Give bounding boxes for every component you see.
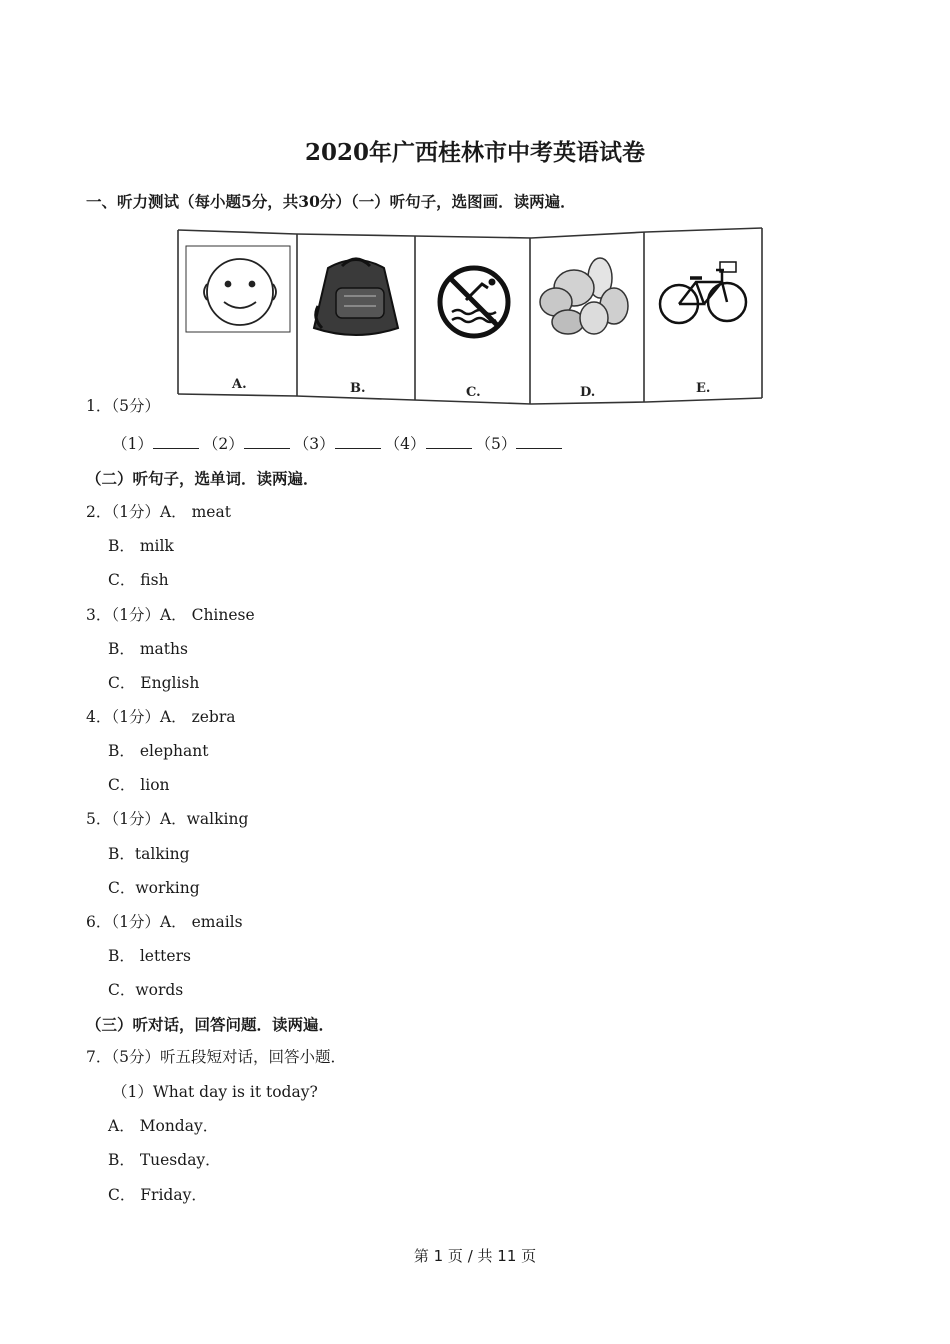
- question-6-option-a: 6．（1分）A． emails: [86, 913, 243, 931]
- picture-options-strip: [176, 226, 766, 406]
- question-6-option-b: B． letters: [108, 947, 191, 965]
- bicycle-icon: [660, 262, 746, 323]
- backpack-icon: [314, 259, 398, 335]
- question-3-option-c: C． English: [108, 674, 200, 692]
- blank-label-1: （1）: [112, 435, 153, 453]
- answer-blank-2[interactable]: [244, 434, 290, 449]
- no-swimming-icon: [440, 268, 508, 336]
- blank-label-3: （3）: [293, 435, 335, 453]
- question-7-option-c: C． Friday．: [108, 1186, 207, 1204]
- picture-label-d: D.: [580, 385, 596, 400]
- question-5-option-c: C．working: [108, 879, 200, 897]
- page-title: 2020年广西桂林市中考英语试卷: [304, 139, 645, 166]
- picture-label-b: B.: [350, 381, 366, 396]
- picture-label-a: A.: [232, 377, 247, 392]
- blank-label-4: （4）: [384, 435, 426, 453]
- question-2-option-c: C． fish: [108, 571, 169, 589]
- blank-label-5: （5）: [475, 435, 517, 453]
- question-7-stem: 7．（5分）听五段短对话，回答小题．: [86, 1048, 346, 1066]
- smiley-face-icon: [204, 259, 276, 325]
- question-3-option-a: 3．（1分）A． Chinese: [86, 606, 255, 624]
- picture-label-c: C.: [466, 385, 481, 400]
- section-heading-dialogues: （三）听对话，回答问题．读两遍．: [86, 1015, 335, 1034]
- answer-blank-3[interactable]: [335, 434, 381, 449]
- question-4-option-a: 4．（1分）A． zebra: [86, 708, 236, 726]
- question-7-option-a: A． Monday．: [108, 1117, 219, 1135]
- eggs-icon: [540, 258, 628, 334]
- question-7-sub-1: （1）What day is it today?: [112, 1083, 318, 1101]
- question-4-option-b: B． elephant: [108, 742, 209, 760]
- question-1-blanks: [112, 432, 566, 454]
- answer-blank-1[interactable]: [153, 434, 199, 449]
- question-7-option-b: B． Tuesday．: [108, 1151, 221, 1169]
- answer-blank-5[interactable]: [516, 434, 562, 449]
- blank-label-2: （2）: [202, 435, 244, 453]
- section-heading-listening: 一、听力测试（每小题5分，共30分）（一）听句子，选图画．读两遍．: [86, 192, 576, 211]
- question-3-option-b: B． maths: [108, 640, 188, 658]
- page-footer: 第 1 页 / 共 11 页: [413, 1247, 537, 1265]
- question-2-option-b: B． milk: [108, 537, 174, 555]
- question-4-option-c: C． lion: [108, 776, 170, 794]
- question-1-stem: 1．（5分）: [86, 397, 160, 415]
- question-5-option-b: B．talking: [108, 845, 190, 863]
- question-6-option-c: C．words: [108, 981, 184, 999]
- picture-label-e: E.: [696, 381, 711, 396]
- section-heading-words: （二）听句子，选单词．读两遍．: [86, 469, 319, 488]
- answer-blank-4[interactable]: [426, 434, 472, 449]
- question-5-option-a: 5．（1分）A．walking: [86, 810, 249, 828]
- question-2-option-a: 2．（1分）A． meat: [86, 503, 231, 521]
